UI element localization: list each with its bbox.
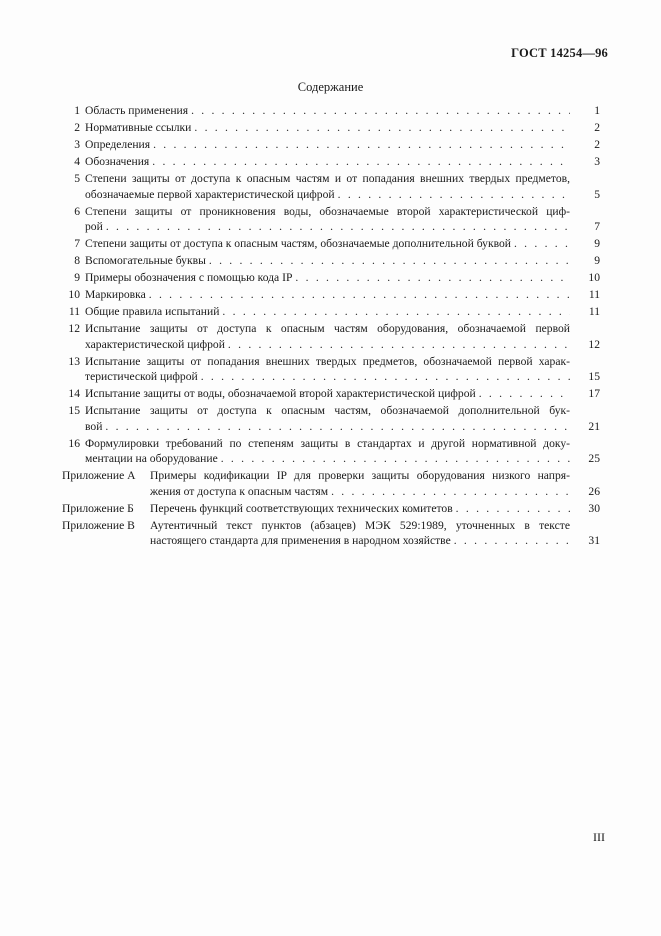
toc-entry-number: 1 [74,104,80,117]
toc-page-number: 7 [594,220,600,233]
toc-page-number: 25 [588,452,600,465]
toc-entry-row[interactable] [62,270,600,286]
toc-title-line: Испытание защиты от доступа к опасным частям, обозначаемой дополнительной бук- [85,404,570,417]
toc-entry-number: 12 [68,322,80,335]
toc-title-line: Испытание защиты от доступа к опасным частям оборудования, обозначаемой первой [85,322,570,335]
toc-appendix-label: Приложение А [62,469,136,482]
toc-entry-title [85,403,570,434]
toc-entry-row[interactable] [62,103,600,119]
toc-page-number: 2 [594,138,600,151]
toc-page-number: 5 [594,187,600,201]
toc-page-number: 11 [588,288,600,301]
toc-entry-title [85,253,570,269]
toc-appendix-row[interactable] [62,518,600,549]
toc-entry-row[interactable] [62,171,600,202]
toc-entry-title [85,304,570,320]
toc-entry-title [85,270,570,286]
toc-title-last-line [150,501,570,517]
toc-entry-title [85,386,570,402]
toc-entry-row[interactable] [62,287,600,303]
toc-title-line: Испытание защиты от попадания внешних твердых предметов, обозначаемой первой харак- [85,354,570,368]
dot-leader [511,236,570,252]
toc-title-last-line [85,154,570,170]
toc-entry-number: 11 [68,305,80,318]
dot-leader [150,137,570,153]
toc-title-line: Перечень функций соответствующих технических комитетов [150,501,453,515]
toc-title-line: Аутентичный текст пунктов (абзацев) МЭК 529:1989, уточненных в тексте [150,518,570,532]
toc-page-number: 26 [588,484,600,498]
toc-title-last-line [150,533,570,549]
toc-entry-title [85,236,570,252]
toc-title-line: Маркировка [85,288,146,301]
toc-title-last-line [150,484,570,500]
toc-entry-title [150,468,570,499]
toc-entry-number: 13 [68,354,80,368]
toc-entry-row[interactable] [62,204,600,235]
toc-entry-row[interactable] [62,436,600,467]
toc-title-last-line [85,419,570,435]
toc-title-last-line [85,236,570,252]
toc-title-last-line [85,451,570,467]
toc-title-last-line [85,219,570,235]
toc-page-number: 10 [588,271,600,284]
toc-title-line: теристической цифрой [85,370,198,383]
toc-entry-row[interactable] [62,354,600,385]
toc-appendix-label: Приложение В [62,518,135,532]
toc-entry-title [150,518,570,549]
toc-title-line: Степени защиты от проникновения воды, обозначаемые второй характеристической циф- [85,204,570,218]
toc-title-line: Вспомогательные буквы [85,254,206,267]
table-of-contents [62,103,600,550]
toc-title-line: вой [85,419,103,433]
dot-leader [218,451,570,467]
toc-title-line: ментации на оборудование [85,452,218,465]
toc-title-last-line [85,253,570,269]
toc-title-line: Примеры обозначения с помощью кода IP [85,271,293,284]
toc-entry-number: 3 [74,138,80,151]
toc-entry-number: 8 [74,254,80,267]
toc-page-number: 1 [594,104,600,117]
toc-page-number: 21 [588,419,600,433]
toc-title-line: Степени защиты от доступа к опасным частям и от попадания внешних твердых предметов, [85,172,570,185]
toc-page-number: 17 [588,387,600,400]
toc-title-line: Нормативные ссылки [85,121,192,134]
toc-entry-title [85,154,570,170]
toc-entry-title [150,501,570,517]
toc-entry-title [85,204,570,235]
toc-title-last-line [85,137,570,153]
toc-page-number: 2 [594,121,600,134]
toc-title-line: Испытание защиты от воды, обозначаемой второй характеристической цифрой [85,387,476,400]
toc-entry-title [85,137,570,153]
toc-title-line: рой [85,220,103,233]
toc-title-line: жения от доступа к опасным частям [150,484,329,498]
toc-appendix-row[interactable] [62,468,600,499]
toc-page-number: 30 [588,501,600,515]
toc-entry-title [85,287,570,303]
dot-leader [335,187,570,203]
toc-entry-number: 6 [74,204,80,218]
dot-leader [103,219,570,235]
dot-leader [292,270,570,286]
toc-title-line: Обозначения [85,155,150,168]
toc-title-line: настоящего стандарта для применения в народном хозяйстве [150,534,451,547]
toc-title-line: Область применения [85,104,189,117]
toc-page-number: 15 [588,370,600,383]
toc-entry-row[interactable] [62,253,600,269]
page-number: III [593,830,605,844]
toc-entry-row[interactable] [62,321,600,352]
toc-title-line: Определения [85,138,151,151]
toc-entry-row[interactable] [62,403,600,434]
toc-entry-row[interactable] [62,120,600,136]
toc-title-line: Формулировки требований по степеням защиты в стандартах и другой нормативной доку- [85,436,570,450]
toc-title-last-line [85,386,570,402]
toc-entry-row[interactable] [62,137,600,153]
toc-entry-title [85,321,570,352]
toc-title-last-line [85,287,570,303]
dot-leader [146,287,570,303]
toc-entry-row[interactable] [62,386,600,402]
dot-leader [206,253,570,269]
dot-leader [453,501,570,517]
toc-page-number: 12 [588,337,600,351]
dot-leader [198,369,570,385]
document-code: ГОСТ 14254—96 [511,46,608,60]
toc-entry-number: 5 [74,172,80,185]
toc-entry-number: 9 [74,271,80,284]
toc-entry-title [85,103,570,119]
toc-title-last-line [85,187,570,203]
toc-title-last-line [85,270,570,286]
toc-entry-number: 4 [74,155,80,168]
toc-entry-row[interactable] [62,304,600,320]
toc-entry-title [85,171,570,202]
dot-leader [149,154,570,170]
dot-leader [451,533,570,549]
toc-page-number: 9 [594,237,600,250]
dot-leader [191,120,570,136]
toc-title-line: Общие правила испытаний [85,305,220,318]
toc-entry-number: 7 [74,237,80,250]
toc-entry-number: 2 [74,121,80,134]
toc-title-line: Примеры кодификации IP для проверки защиты оборудования низкого напря- [150,469,570,482]
toc-title-last-line [85,120,570,136]
toc-page-number: 9 [594,254,600,267]
toc-entry-row[interactable] [62,154,600,170]
toc-title-line: характеристической цифрой [85,337,225,351]
toc-title-last-line [85,337,570,353]
dot-leader [102,419,570,435]
toc-entry-number: 10 [68,288,80,301]
toc-title: Содержание [297,80,364,94]
toc-entry-title [85,436,570,467]
toc-entry-number: 16 [68,436,80,450]
toc-page-number: 11 [588,305,600,318]
toc-title-line: Степени защиты от доступа к опасным частям, обозначаемые дополнительной буквой [85,237,511,250]
toc-entry-row[interactable] [62,236,600,252]
toc-page-number: 31 [588,534,600,547]
toc-entry-title [85,120,570,136]
dot-leader [476,386,570,402]
dot-leader [328,484,570,500]
toc-entry-number: 14 [68,387,80,400]
toc-title-last-line [85,304,570,320]
dot-leader [225,337,570,353]
toc-title-line: обозначаемые первой характеристической цифрой [85,187,335,201]
toc-appendix-label: Приложение Б [62,501,134,515]
toc-page-number: 3 [594,155,600,168]
toc-entry-title [85,354,570,385]
toc-entry-number: 15 [68,404,80,417]
toc-title-last-line [85,369,570,385]
toc-appendix-row[interactable] [62,501,600,517]
toc-title-last-line [85,103,570,119]
dot-leader [219,304,570,320]
dot-leader [188,103,570,119]
